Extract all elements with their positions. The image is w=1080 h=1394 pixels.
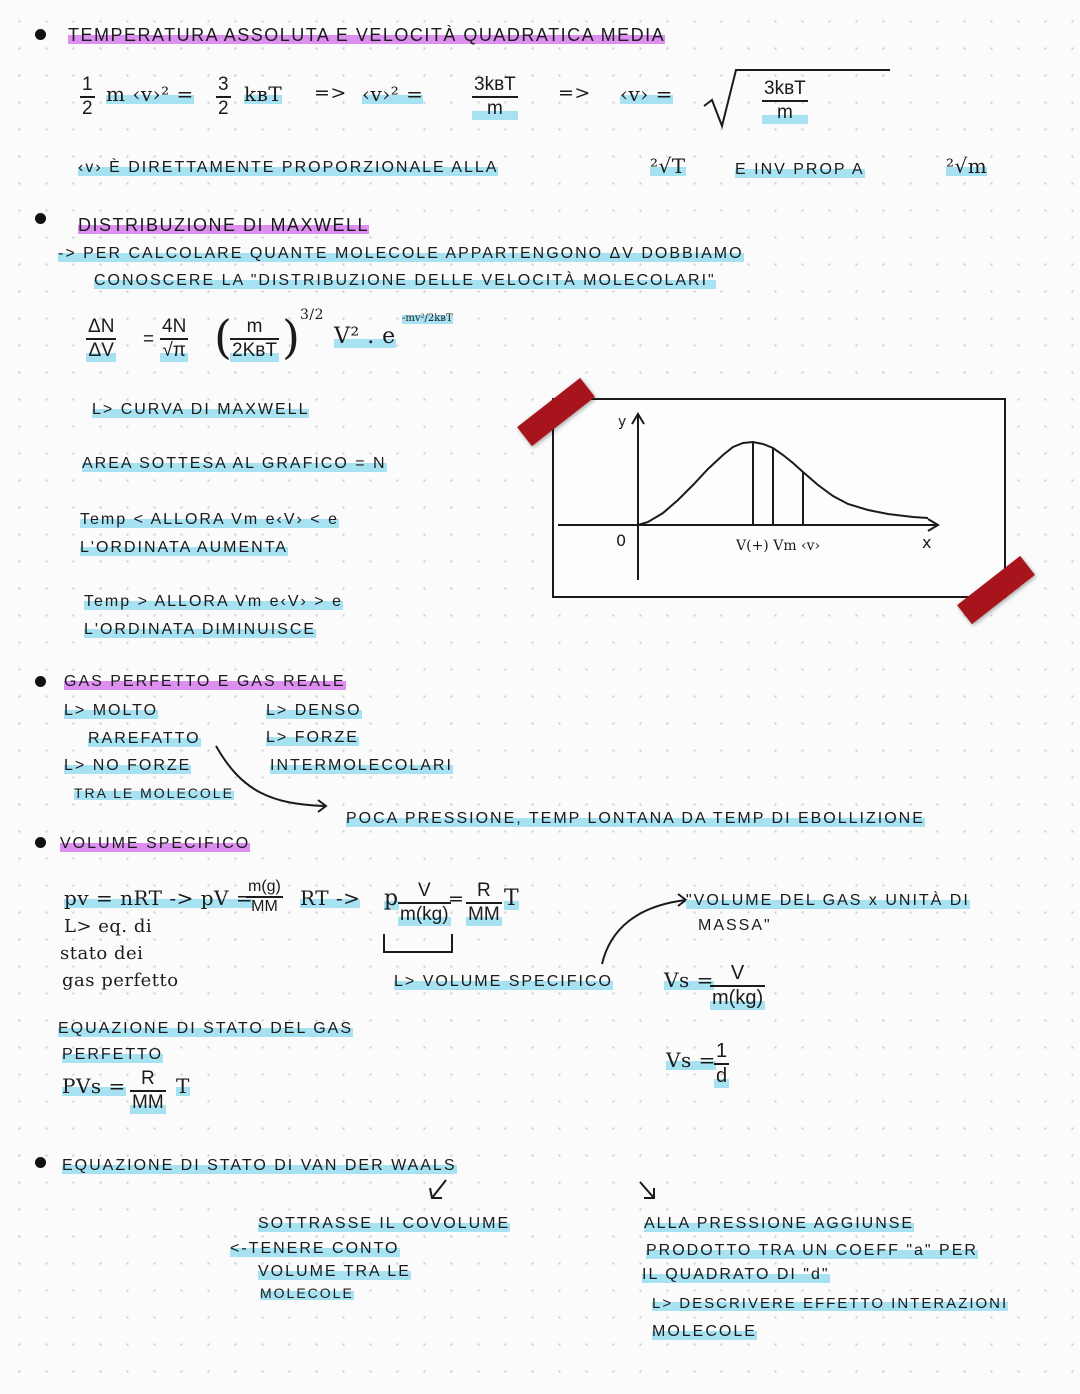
gas-real-2: L> FORZE — [266, 729, 359, 746]
velocity-markers — [753, 442, 803, 525]
eq-stato-label-2: stato dei — [60, 943, 144, 964]
temp-high-line1: Temp > ALLORA Vm e‹V› > e — [84, 593, 343, 610]
pv-rt: RT -> — [300, 886, 361, 910]
bracket — [380, 932, 460, 956]
bullet — [35, 676, 46, 687]
root-t: ²√T — [650, 154, 686, 178]
paren-close: ) — [282, 310, 301, 364]
curve-label: L> CURVA DI MAXWELL — [92, 401, 310, 418]
temp-low-line1: Temp < ALLORA Vm e‹V› < e — [80, 511, 339, 528]
eq-v: ‹v› = — [620, 82, 673, 106]
fraction-1-d: $\frac{1}{d}$ — [716, 1040, 728, 1087]
volume-quote-2: MASSA" — [698, 917, 772, 934]
vdw-right-1: ALLA PRESSIONE AGGIUNSE — [644, 1215, 915, 1232]
arrow-to-quote — [596, 890, 696, 970]
eq-stato-gas-2: PERFETTO — [62, 1046, 164, 1063]
section-title-volume: VOLUME SPECIFICO — [60, 835, 251, 852]
section-title-maxwell: DISTRIBUZIONE DI MAXWELL — [78, 215, 370, 235]
proportionality-text: ‹v› È DIRETTAMENTE PROPORZIONALE ALLA — [78, 159, 499, 176]
pv-equation: pv = nRT -> pV = — [64, 886, 254, 910]
fraction-dn-dv: $\frac{\Delta N}{\Delta V}$ — [88, 316, 115, 361]
arrow-down-left — [424, 1176, 454, 1206]
eq-stato-label-3: gas perfetto — [62, 970, 179, 991]
vdw-right-2: PRODOTTO TRA UN COEFF "a" PER — [646, 1242, 978, 1259]
maxwell-intro-line1: -> PER CALCOLARE QUANTE MOLECOLE APPARTENGONO ΔV DOBBIAMO — [58, 245, 744, 262]
section-title-gas: GAS PERFETTO E GAS REALE — [64, 673, 346, 690]
vdw-left-3: VOLUME TRA LE — [258, 1263, 411, 1280]
gas-note: POCA PRESSIONE, TEMP LONTANA DA TEMP DI EBOLLIZIONE — [346, 810, 925, 827]
x-label: x — [922, 533, 932, 552]
pvs-t: T — [176, 1074, 190, 1098]
vdw-right-4: L> DESCRIVERE EFFETTO INTERAZIONI — [652, 1295, 1009, 1312]
fraction-mg-mm: $\frac{m(g)}{MM}$ — [248, 878, 281, 916]
gas-real-3: INTERMOLECOLARI — [270, 757, 453, 774]
arrow-down-right — [634, 1178, 664, 1208]
gas-perfect-3: L> NO FORZE — [64, 757, 192, 774]
eq-stato-label-1: L> eq. di — [64, 916, 153, 937]
graph-svg — [554, 400, 1004, 596]
bullet — [35, 29, 46, 40]
gas-perfect-2: RAREFATTO — [88, 730, 201, 747]
velocity-labels: V(+) Vm ‹v› — [736, 538, 821, 554]
paren-open: ( — [214, 310, 233, 364]
pv-p: p — [384, 886, 399, 911]
origin-label: 0 — [616, 531, 627, 550]
fraction-r-mm-pvs: $\frac{R}{MM}$ — [132, 1068, 164, 1113]
vs-formula-2: Vs = — [666, 1048, 716, 1072]
gas-perfect-4: TRA LE MOLECOLE — [74, 785, 234, 801]
pv-equals: = — [448, 888, 465, 910]
vdw-left-4: MOLECOLE — [260, 1285, 354, 1301]
area-text: AREA SOTTESA AL GRAFICO = N — [82, 455, 387, 472]
formula-v2-e: V² . e — [334, 324, 396, 349]
fraction-3kbt-m-root: 3kʙT m — [764, 78, 806, 123]
arrow-implies: => — [558, 82, 591, 104]
fraction-4n-sqrtpi: $\frac{4N}{√\pi}$ — [162, 316, 187, 361]
root-m: ²√m — [946, 154, 988, 178]
fraction-three-halves: $\frac{3}{2}$ — [218, 74, 229, 119]
formula-e-exponent: -mv²/2kʙT — [402, 313, 453, 324]
maxwell-intro-line2: CONOSCERE LA "DISTRIBUZIONE DELLE VELOCITÀ MOLECOLARI" — [94, 272, 716, 289]
maxwell-graph — [552, 398, 1006, 598]
pvs-formula: PVs = — [62, 1074, 126, 1098]
volume-quote-1: "VOLUME DEL GAS x UNITÀ DI — [686, 892, 970, 909]
fraction-v-mkg-vs: $\frac{V}{m(kg)}$ — [712, 962, 764, 1009]
section-title-van-der-waals: EQUAZIONE DI STATO DI VAN DER WAALS — [62, 1157, 457, 1174]
arrow-to-note — [212, 742, 342, 822]
maxwell-curve — [638, 442, 928, 525]
temp-low-line2: L'ORDINATA AUMENTA — [80, 539, 288, 556]
section-title-temperatura: TEMPERATURA ASSOLUTA E VELOCITÀ QUADRATICA MEDIA — [68, 25, 666, 45]
eq-stato-gas-1: EQUAZIONE DI STATO DEL GAS — [58, 1020, 354, 1037]
fraction-v-mkg: $\frac{V}{m(kg)}$ — [400, 880, 449, 925]
volume-specifico-label: L> VOLUME SPECIFICO — [394, 973, 613, 990]
eq-v2: ‹v›² = — [362, 82, 424, 106]
arrow-implies: => — [314, 82, 347, 104]
fraction-m-2kbt: m 2KʙT — [232, 316, 277, 361]
formula-equals: = — [143, 329, 156, 350]
pv-t: T — [504, 886, 520, 911]
fraction-3kbt-m: 3kʙT m — [474, 74, 516, 119]
eq-kbt: kʙT — [244, 82, 283, 106]
temp-high-line2: L'ORDINATA DIMINUISCE — [84, 621, 317, 638]
bullet — [35, 837, 46, 848]
fraction-half: $\frac{1}{2}$ — [82, 74, 93, 119]
fraction-r-mm: $\frac{R}{MM}$ — [468, 880, 500, 925]
bullet — [35, 1157, 46, 1168]
formula-exponent: 3/2 — [300, 307, 325, 323]
eq-mv2: m ‹v›² = — [106, 82, 194, 106]
gas-perfect-1: L> MOLTO — [64, 702, 159, 719]
bullet — [35, 213, 46, 224]
vdw-right-5: MOLECOLE — [652, 1323, 757, 1340]
vdw-left-2: <-TENERE CONTO — [230, 1240, 400, 1257]
gas-real-1: L> DENSO — [266, 702, 362, 719]
vdw-left-1: SOTTRASSE IL COVOLUME — [258, 1215, 511, 1232]
vs-formula-1: Vs = — [664, 968, 714, 992]
vdw-right-3: IL QUADRATO DI "d" — [642, 1266, 830, 1283]
y-label: y — [618, 414, 627, 430]
inverse-proportional-text: E INV PROP A — [735, 161, 865, 178]
